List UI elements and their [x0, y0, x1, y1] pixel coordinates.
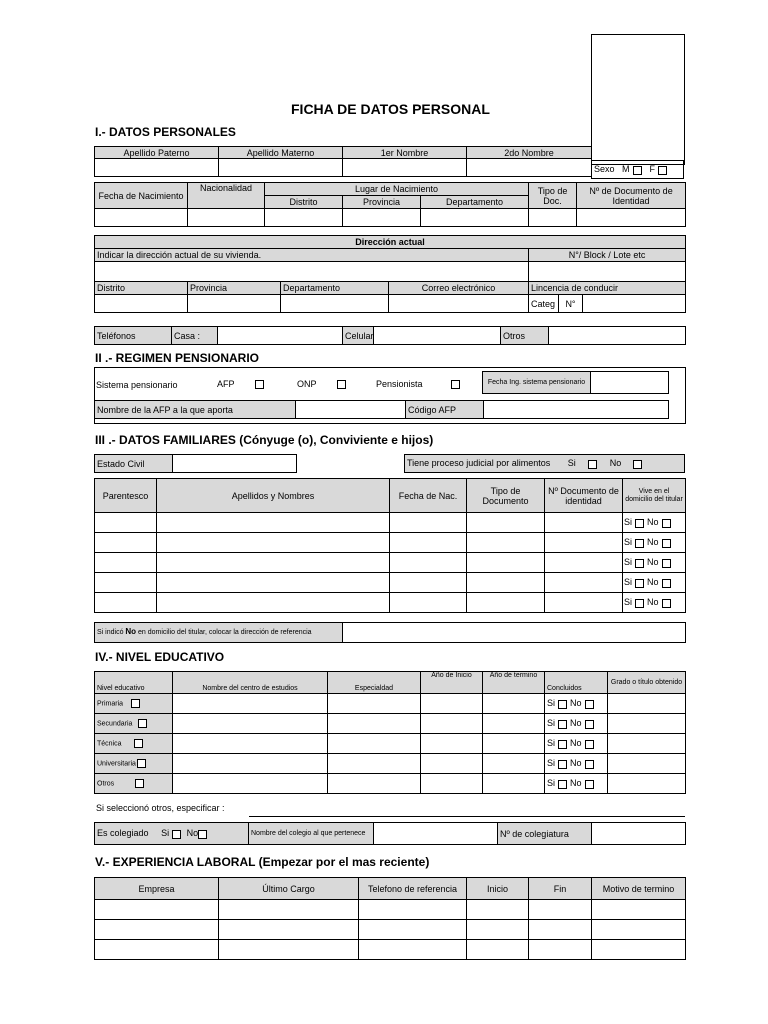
sexo-f-checkbox[interactable]: [658, 166, 667, 175]
distrito-field[interactable]: [265, 209, 343, 227]
tipo-doc-cell[interactable]: [467, 513, 545, 533]
casa-label: Casa :: [172, 327, 218, 345]
sexo-f-label: F: [649, 164, 656, 175]
no-label: No: [570, 718, 582, 729]
no-label: No: [647, 537, 659, 548]
concluidos-header: Concluidos: [545, 672, 608, 694]
table-row: [95, 694, 686, 714]
inicio-cell[interactable]: [467, 940, 529, 960]
photo-box: [591, 34, 685, 165]
nacionalidad-label: Nacionalidad: [188, 183, 265, 209]
nivel-checkbox[interactable]: [138, 719, 147, 728]
section-4-heading: IV.- NIVEL EDUCATIVO: [95, 650, 225, 664]
si-label: Si: [624, 537, 633, 548]
num-colegiatura-field[interactable]: [592, 823, 686, 845]
telefonos-label: Teléfonos: [95, 327, 172, 345]
si-label: Si: [624, 597, 633, 608]
segundo-nombre-label: 2do Nombre: [467, 147, 592, 159]
pensionista-label: Pensionista: [376, 379, 423, 389]
sexo-label: Sexo: [594, 164, 615, 175]
nombres-cell[interactable]: [157, 553, 390, 573]
fecha-cell[interactable]: [390, 553, 467, 573]
grado-cell[interactable]: [608, 694, 686, 714]
section-2-heading: II .- REGIMEN PENSIONARIO: [95, 351, 260, 365]
experience-table: [94, 877, 686, 960]
especialidad-cell[interactable]: [328, 774, 421, 794]
no-label: No: [570, 758, 582, 769]
tipo-doc-header: Tipo de Documento: [467, 479, 545, 513]
referencia-note-text-2: en domicilio del titular, colocar la dirección de referencia: [136, 629, 312, 636]
estado-civil-field[interactable]: [173, 455, 297, 473]
table-row: [95, 940, 686, 960]
termino-header: Año de termino: [483, 672, 545, 694]
telefono-cell[interactable]: [359, 920, 467, 940]
num-doc-label: Nº de Documento de Identidad: [577, 183, 686, 209]
nombre-colegio-field[interactable]: [374, 823, 498, 845]
no-label: No: [570, 778, 582, 789]
inicio-cell[interactable]: [421, 774, 483, 794]
parentesco-cell[interactable]: [95, 593, 157, 613]
grado-cell[interactable]: [608, 754, 686, 774]
fecha-cell[interactable]: [390, 593, 467, 613]
concluido-no-checkbox[interactable]: [585, 740, 594, 749]
primer-nombre-field[interactable]: [343, 159, 467, 177]
fecha-nac-label: Fecha de Nacimiento: [95, 183, 188, 209]
no-label: No: [647, 517, 659, 528]
concluido-no-checkbox[interactable]: [585, 760, 594, 769]
si-label: Si: [624, 557, 633, 568]
celular-field[interactable]: [374, 327, 501, 345]
fin-cell[interactable]: [529, 900, 592, 920]
tipo-doc-cell[interactable]: [467, 573, 545, 593]
cargo-cell[interactable]: [219, 940, 359, 960]
grado-cell[interactable]: [608, 774, 686, 794]
indicar-direccion-label: Indicar la dirección actual de su vivienda.: [95, 249, 529, 262]
nombres-cell[interactable]: [157, 533, 390, 553]
parentesco-cell[interactable]: [95, 513, 157, 533]
vive-si-checkbox[interactable]: [635, 539, 644, 548]
vive-no-checkbox[interactable]: [662, 599, 671, 608]
table-row: [95, 573, 686, 593]
block-field[interactable]: [529, 262, 686, 282]
especialidad-cell[interactable]: [328, 714, 421, 734]
section-5-heading: V.- EXPERIENCIA LABORAL (Empezar por el mas reciente): [95, 855, 430, 869]
centro-cell[interactable]: [173, 734, 328, 754]
tipo-doc-cell[interactable]: [467, 553, 545, 573]
parentesco-cell[interactable]: [95, 573, 157, 593]
num-doc-header: Nº Documento de identidad: [545, 479, 623, 513]
si-label: Si: [547, 758, 556, 769]
primer-nombre-label: 1er Nombre: [343, 147, 467, 159]
si-label: Si: [547, 738, 556, 749]
concluido-si-checkbox[interactable]: [558, 760, 567, 769]
si-label: Si: [547, 778, 556, 789]
birth-table: [94, 182, 686, 227]
licencia-num-label: N°: [559, 295, 583, 313]
departamento-field[interactable]: [281, 295, 389, 313]
afp-option: [217, 379, 267, 389]
nivel-checkbox[interactable]: [134, 739, 143, 748]
fecha-ing-field[interactable]: [591, 372, 669, 394]
licencia-field[interactable]: [583, 295, 686, 313]
fecha-cell[interactable]: [390, 533, 467, 553]
table-row: [95, 900, 686, 920]
nombre-afp-field[interactable]: [296, 401, 406, 419]
page-title: FICHA DE DATOS PERSONAL: [291, 101, 490, 117]
concluido-no-checkbox[interactable]: [585, 780, 594, 789]
tipo-doc-cell[interactable]: [467, 593, 545, 613]
fin-cell[interactable]: [529, 940, 592, 960]
concluido-si-checkbox[interactable]: [558, 780, 567, 789]
empresa-header: Empresa: [95, 878, 219, 900]
tipo-doc-field[interactable]: [529, 209, 577, 227]
centro-cell[interactable]: [173, 694, 328, 714]
concluido-si-checkbox[interactable]: [558, 720, 567, 729]
colegiado-no-checkbox[interactable]: [198, 830, 207, 839]
colegiado-si-checkbox[interactable]: [172, 830, 181, 839]
num-doc-cell[interactable]: [545, 513, 623, 533]
inicio-cell[interactable]: [467, 920, 529, 940]
num-doc-cell[interactable]: [545, 573, 623, 593]
grado-cell[interactable]: [608, 734, 686, 754]
si-label: Si: [624, 577, 633, 588]
proceso-si-label: Si: [567, 458, 576, 469]
empresa-cell[interactable]: [95, 900, 219, 920]
concluido-no-checkbox[interactable]: [585, 720, 594, 729]
grado-cell[interactable]: [608, 714, 686, 734]
grado-header: Grado o título obtenido: [608, 672, 686, 694]
celular-label: Celular: [343, 327, 374, 345]
colegiado-table: [94, 822, 686, 845]
centro-header: Nombre del centro de estudios: [173, 672, 328, 694]
fecha-ing-table: [482, 371, 669, 394]
otros-label: Otros: [501, 327, 549, 345]
tipo-doc-cell[interactable]: [467, 533, 545, 553]
otros-especificar-line[interactable]: [249, 816, 685, 817]
pensionista-checkbox[interactable]: [451, 380, 460, 389]
nivel-checkbox[interactable]: [131, 699, 140, 708]
telefono-cell[interactable]: [359, 940, 467, 960]
sexo-table: [591, 160, 684, 179]
afp-name-table: [94, 400, 669, 419]
sistema-label: Sistema pensionario: [96, 380, 178, 390]
provincia-label: Provincia: [188, 282, 281, 295]
no-label: No: [570, 698, 582, 709]
nivel-header: Nivel educativo: [95, 672, 173, 694]
education-table: [94, 671, 686, 794]
inicio-cell[interactable]: [421, 754, 483, 774]
cargo-header: Último Cargo: [219, 878, 359, 900]
nivel-checkbox[interactable]: [137, 759, 146, 768]
motivo-cell[interactable]: [592, 920, 686, 940]
num-doc-cell[interactable]: [545, 593, 623, 613]
family-table: [94, 478, 686, 613]
provincia-field[interactable]: [188, 295, 281, 313]
num-colegiatura-label: Nº de colegiatura: [498, 823, 592, 845]
pensionista-option: [376, 379, 463, 389]
estado-civil-label: Estado Civil: [95, 455, 173, 473]
no-label: No: [647, 557, 659, 568]
table-row: [95, 533, 686, 553]
nombre-afp-label: Nombre de la AFP a la que aporta: [95, 401, 296, 419]
vive-no-checkbox[interactable]: [662, 579, 671, 588]
vive-si-checkbox[interactable]: [635, 519, 644, 528]
motivo-cell[interactable]: [592, 900, 686, 920]
segundo-nombre-field[interactable]: [467, 159, 592, 177]
motivo-cell[interactable]: [592, 940, 686, 960]
num-doc-field[interactable]: [577, 209, 686, 227]
correo-field[interactable]: [389, 295, 529, 313]
proceso-no-label: No: [609, 458, 622, 469]
nivel-label: Primaria: [97, 700, 124, 708]
table-row: [95, 920, 686, 940]
nivel-label: Secundaria: [97, 720, 133, 728]
si-label: Si: [547, 718, 556, 729]
termino-cell[interactable]: [483, 774, 545, 794]
empresa-cell[interactable]: [95, 920, 219, 940]
licencia-label: Lincencia de conducir: [529, 282, 686, 295]
fin-header: Fin: [529, 878, 592, 900]
codigo-afp-field[interactable]: [484, 401, 669, 419]
proceso-no-checkbox[interactable]: [633, 460, 642, 469]
table-row: [95, 774, 686, 794]
especialidad-cell[interactable]: [328, 754, 421, 774]
table-row: [95, 593, 686, 613]
concluido-no-checkbox[interactable]: [585, 700, 594, 709]
provincia-label: Provincia: [343, 196, 421, 209]
parentesco-cell[interactable]: [95, 533, 157, 553]
no-label: No: [647, 597, 659, 608]
no-label: No: [647, 577, 659, 588]
sexo-m-checkbox[interactable]: [633, 166, 642, 175]
departamento-label: Departamento: [421, 196, 529, 209]
fin-cell[interactable]: [529, 920, 592, 940]
colegiado-label: Es colegiado: [97, 828, 149, 839]
colegiado-no-label: No: [186, 828, 199, 839]
categ-label: Categ: [529, 295, 559, 313]
vive-header: Vive en el domicilio del titular: [623, 479, 686, 513]
nivel-label: Universitaria: [97, 760, 136, 768]
vive-no-checkbox[interactable]: [662, 559, 671, 568]
especialidad-cell[interactable]: [328, 694, 421, 714]
apellido-materno-field[interactable]: [219, 159, 343, 177]
motivo-header: Motivo de termino: [592, 878, 686, 900]
onp-label: ONP: [297, 379, 317, 389]
distrito-label: Distrito: [95, 282, 188, 295]
section-3-heading: III .- DATOS FAMILIARES (Cónyuge (o), Conviviente e hijos): [95, 433, 434, 447]
block-label: N°/ Block / Lote etc: [529, 249, 686, 262]
departamento-label: Departamento: [281, 282, 389, 295]
referencia-note-bold: No: [125, 627, 137, 636]
fecha-cell[interactable]: [390, 513, 467, 533]
empresa-cell[interactable]: [95, 940, 219, 960]
apellido-paterno-label: Apellido Paterno: [95, 147, 219, 159]
section-1-heading: I.- DATOS PERSONALES: [95, 125, 236, 139]
vive-si-checkbox[interactable]: [635, 559, 644, 568]
referencia-note-text: Si indicó: [97, 629, 126, 636]
afp-label: AFP: [217, 379, 235, 389]
termino-cell[interactable]: [483, 754, 545, 774]
correo-label: Correo electrónico: [389, 282, 529, 295]
direccion-actual-label: Dirección actual: [95, 236, 686, 249]
names-table: [94, 146, 592, 177]
nacionalidad-field[interactable]: [188, 209, 265, 227]
vive-si-checkbox[interactable]: [635, 579, 644, 588]
codigo-afp-label: Código AFP: [406, 401, 484, 419]
centro-cell[interactable]: [173, 714, 328, 734]
estado-civil-table: [94, 454, 297, 473]
termino-cell[interactable]: [483, 694, 545, 714]
nombres-cell[interactable]: [157, 513, 390, 533]
num-doc-cell[interactable]: [545, 533, 623, 553]
fecha-nac-header: Fecha de Nac.: [390, 479, 467, 513]
nombres-cell[interactable]: [157, 573, 390, 593]
inicio-header: Año de Inicio: [421, 672, 483, 694]
apellidos-nombres-header: Apellidos y Nombres: [157, 479, 390, 513]
fecha-nac-field[interactable]: [95, 209, 188, 227]
parentesco-header: Parentesco: [95, 479, 157, 513]
termino-cell[interactable]: [483, 734, 545, 754]
proceso-si-checkbox[interactable]: [588, 460, 597, 469]
nivel-checkbox[interactable]: [135, 779, 144, 788]
especialidad-cell[interactable]: [328, 734, 421, 754]
casa-field[interactable]: [218, 327, 343, 345]
table-row: [95, 513, 686, 533]
address-table: [94, 235, 686, 313]
fecha-ing-label: Fecha Ing. sistema pensionario: [483, 372, 591, 394]
si-label: Si: [624, 517, 633, 528]
telefono-header: Telefono de referencia: [359, 878, 467, 900]
especialidad-header: Especialdad: [328, 672, 421, 694]
apellido-paterno-field[interactable]: [95, 159, 219, 177]
onp-checkbox[interactable]: [337, 380, 346, 389]
cargo-cell[interactable]: [219, 900, 359, 920]
termino-cell[interactable]: [483, 714, 545, 734]
vive-si-checkbox[interactable]: [635, 599, 644, 608]
apellido-materno-label: Apellido Materno: [219, 147, 343, 159]
concluido-si-checkbox[interactable]: [558, 740, 567, 749]
sexo-m-label: M: [622, 164, 630, 175]
table-row: [95, 714, 686, 734]
lugar-nac-label: Lugar de Nacimiento: [265, 183, 529, 196]
referencia-field[interactable]: [343, 623, 686, 643]
si-label: Si: [547, 698, 556, 709]
centro-cell[interactable]: [173, 754, 328, 774]
telefono-cell[interactable]: [359, 900, 467, 920]
no-label: No: [570, 738, 582, 749]
nombre-colegio-label: Nombre del colegio al que pertenece: [249, 823, 374, 845]
table-row: [95, 734, 686, 754]
vive-no-checkbox[interactable]: [662, 519, 671, 528]
parentesco-cell[interactable]: [95, 553, 157, 573]
nombres-cell[interactable]: [157, 593, 390, 613]
inicio-cell[interactable]: [421, 694, 483, 714]
cargo-cell[interactable]: [219, 920, 359, 940]
vive-no-checkbox[interactable]: [662, 539, 671, 548]
num-doc-cell[interactable]: [545, 553, 623, 573]
direccion-field[interactable]: [95, 262, 529, 282]
inicio-cell[interactable]: [467, 900, 529, 920]
proceso-label: Tiene proceso judicial por alimentos: [407, 458, 551, 469]
inicio-header: Inicio: [467, 878, 529, 900]
distrito-field[interactable]: [95, 295, 188, 313]
distrito-label: Distrito: [265, 196, 343, 209]
centro-cell[interactable]: [173, 774, 328, 794]
departamento-field[interactable]: [421, 209, 529, 227]
otros-especificar-label: Si seleccionó otros, especificar :: [96, 803, 225, 813]
colegiado-si-label: Si: [161, 828, 170, 839]
table-row: [95, 754, 686, 774]
inicio-cell[interactable]: [421, 734, 483, 754]
referencia-note: [95, 623, 343, 643]
nivel-label: Técnica: [97, 740, 122, 748]
phones-table: [94, 326, 686, 345]
provincia-field[interactable]: [343, 209, 421, 227]
otros-field[interactable]: [549, 327, 686, 345]
onp-option: [297, 379, 349, 389]
tipo-doc-label: Tipo de Doc.: [529, 183, 577, 209]
proceso-table: [404, 454, 685, 473]
nivel-label: Otros: [97, 780, 115, 788]
inicio-cell[interactable]: [421, 714, 483, 734]
concluido-si-checkbox[interactable]: [558, 700, 567, 709]
fecha-cell[interactable]: [390, 573, 467, 593]
referencia-table: [94, 622, 686, 643]
table-row: [95, 553, 686, 573]
afp-checkbox[interactable]: [255, 380, 264, 389]
